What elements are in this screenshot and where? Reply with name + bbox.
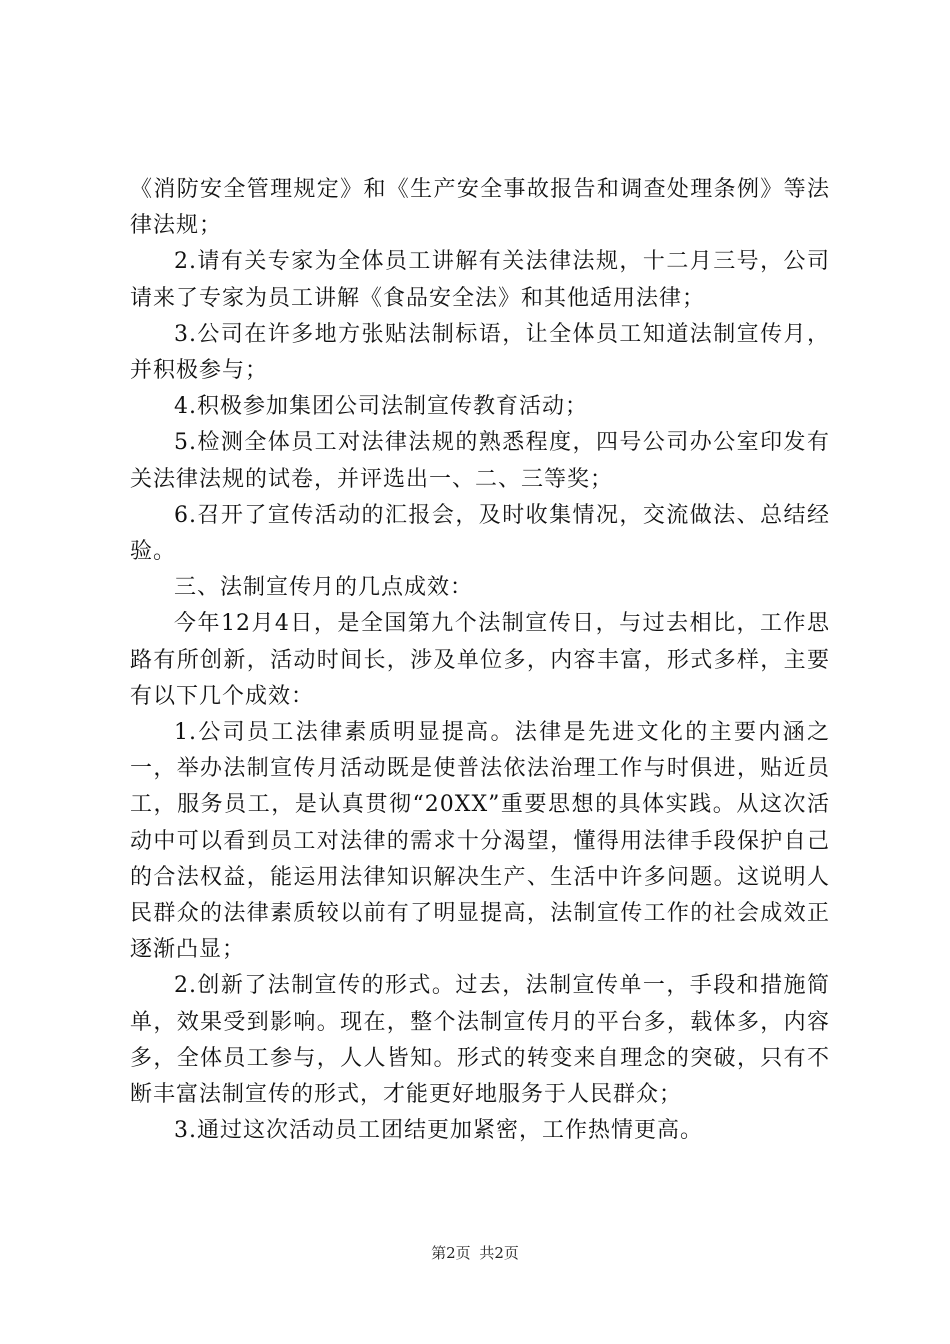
paragraph-item-4: 4.积极参加集团公司法制宣传教育活动； [174,394,588,420]
paragraph-continuation: 《消防安全管理规定》和《生产安全事故报告和调查处理条例》等法律法规； [130,177,830,239]
page-total: 共2页 [479,1244,519,1262]
document-body [130,172,830,1149]
paragraph-intro: 今年12月4日，是全国第九个法制宣传日，与过去相比，工作思路有所创新，活动时间长，涉及单位多，内容丰富，形式多样，主要有以下几个成效： [130,611,830,709]
page-number: 第2页 [431,1244,471,1262]
paragraph-item-2: 2.请有关专家为全体员工讲解有关法律法规，十二月三号，公司请来了专家为员工讲解《食品安全法》和其他适用法律； [130,249,830,311]
section-heading: 三、法制宣传月的几点成效： [174,575,474,601]
paragraph-item-3: 3.公司在许多地方张贴法制标语，让全体员工知道法制宣传月，并积极参与； [130,321,830,384]
paragraph-item-5: 5.检测全体员工对法律法规的熟悉程度，四号公司办公室印发有关法律法规的试卷，并评选出一、二、三等奖； [130,430,830,492]
paragraph-result-1: 1.公司员工法律素质明显提高。法律是先进文化的主要内涵之一，举办法制宣传月活动既是使普法依法治理工作与时俱进，贴近员工，服务员工，是认真贯彻“20XX”重要思想的具体实践。从这次活动中可以看到员工对法律的需求十分渴望，懂得用法律手段保护自己的合法权益，能运用法律知识解决生产、生活中许多问题。这说明人民群众的法律素质较以前有了明显提高，法制宣传工作的社会成效正逐渐凸显； [130,720,830,963]
page-footer [0,1243,950,1263]
paragraph-result-2: 2.创新了法制宣传的形式。过去，法制宣传单一，手段和措施简单，效果受到影响。现在，整个法制宣传月的平台多，载体多，内容多，全体员工参与，人人皆知。形式的转变来自理念的突破，只有不断丰富法制宣传的形式，才能更好地服务于人民群众； [130,973,830,1108]
paragraph-result-3: 3.通过这次活动员工团结更加紧密，工作热情更高。 [174,1118,703,1144]
paragraph-item-6: 6.召开了宣传活动的汇报会，及时收集情况，交流做法、总结经验。 [130,502,830,565]
